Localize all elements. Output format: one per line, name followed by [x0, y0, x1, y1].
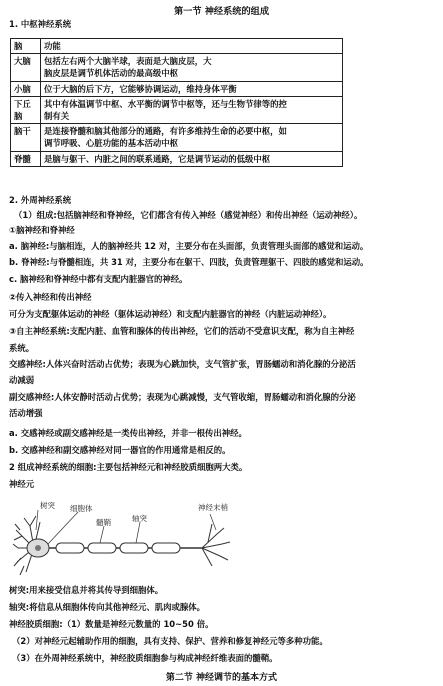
- table-cell-function: 其中有体温调节中枢、水平衡的调节中枢等，还与生物节律等的控 制有关: [41, 96, 343, 123]
- text-line: 神经胶质细胞:（1）数量是神经元数量的 10~50 倍。: [9, 619, 214, 629]
- table-header-row: [11, 39, 343, 54]
- text-line: a. 脑神经:与脑相连，人的脑神经共 12 对，主要分布在头面部，负责管理头面部的感觉和运动。: [9, 241, 369, 251]
- text-line: 动减弱: [9, 375, 35, 385]
- table-row: [11, 124, 343, 151]
- text-line: 活动增强: [9, 408, 43, 418]
- text-line: 可分为支配躯体运动的神经（躯体运动神经）和支配内脏器官的神经（内脏运动神经）。: [9, 309, 332, 319]
- table-row: [11, 54, 343, 81]
- table-cell-function: 位于大脑的后下方，它能够协调运动，维持身体平衡: [41, 81, 343, 96]
- table-row: [11, 81, 343, 96]
- table-header: 功能: [41, 39, 343, 54]
- text-line: ③自主神经系统:支配内脏、血管和腺体的传出神经，它们的活动不受意识支配，称为自主神经: [9, 326, 355, 336]
- table-cell-function: 是连接脊髓和脑其他部分的通路，有许多维持生命的必要中枢，如 调节呼吸、心脏功能的基本活动中枢: [41, 124, 343, 151]
- text-line: 轴突:将信息从细胞体传向其他神经元、肌肉或腺体。: [9, 602, 205, 612]
- text-line: b. 脊神经:与脊髓相连，共 31 对，主要分布在躯干、四肢，负责管理躯干、四肢的感觉和运动。: [9, 257, 369, 267]
- text-line: c. 脑神经和脊神经中都有支配内脏器官的神经。: [9, 274, 188, 284]
- table-row: [11, 96, 343, 123]
- table-cell-name: 脊髓: [11, 151, 41, 166]
- text-line: 2 组成神经系统的细胞:主要包括神经元和神经胶质细胞两大类。: [9, 462, 248, 472]
- table-cell-name: 大脑: [11, 54, 41, 81]
- label-dendrite: 树突: [40, 501, 55, 510]
- section-title: 第一节 神经系统的组成: [173, 6, 270, 17]
- heading-cns: 1. 中枢神经系统: [9, 19, 72, 29]
- table-cell-name: 下丘脑: [11, 96, 41, 123]
- text-line: b. 交感神经和副交感神经对同一器官的作用通常是相反的。: [9, 445, 231, 455]
- table-cell-function: 包括左右两个大脑半球，表面是大脑皮层，大 脑皮层是调节机体活动的最高级中枢: [41, 54, 343, 81]
- text-line: （1）组成:包括脑神经和脊神经，它们都含有传入神经（感觉神经）和传出神经（运动神经）。: [14, 210, 363, 220]
- table-header: 脑: [11, 39, 41, 54]
- text-line: a. 交感神经或副交感神经是一类传出神经，并非一根传出神经。: [9, 428, 247, 438]
- text-line: （3）在外周神经系统中，神经胶质细胞参与构成神经纤维表面的髓鞘。: [12, 653, 278, 663]
- table-cell-function: 是脑与躯干、内脏之间的联系通路，它是调节运动的低级中枢: [41, 151, 343, 166]
- label-myelin: 髓鞘: [96, 518, 111, 527]
- text-line: 系统。: [9, 343, 35, 353]
- label-nerve-ending: 神经末梢: [198, 503, 228, 512]
- text-line: ①脑神经和脊神经: [9, 225, 75, 235]
- label-cell-body: 细胞体: [70, 504, 93, 513]
- table-row: [11, 151, 343, 166]
- text-line: 交感神经:人体兴奋时活动占优势；表现为心跳加快，支气管扩张，胃肠蠕动和消化腺的分泌活: [9, 359, 356, 369]
- label-axon: 轴突: [132, 514, 147, 523]
- table-cell-name: 脑干: [11, 124, 41, 151]
- table-cell-name: 小脑: [11, 81, 41, 96]
- brain-function-table: [10, 38, 343, 167]
- text-line: ②传入神经和传出神经: [9, 292, 92, 302]
- next-section-title: 第二节 神经调节的基本方式: [165, 673, 278, 683]
- text-line: 神经元: [9, 479, 35, 489]
- neuron-diagram: [12, 500, 246, 580]
- text-line: 副交感神经:人体安静时活动占优势；表现为心跳减慢，支气管收缩，胃肠蠕动和消化腺的分泌: [9, 392, 356, 402]
- text-line: 树突:用来接受信息并将其传导到细胞体。: [9, 585, 164, 595]
- text-line: 2. 外周神经系统: [9, 195, 72, 205]
- text-line: （2）对神经元起辅助作用的细胞，具有支持、保护、营养和修复神经元等多种功能。: [12, 636, 328, 646]
